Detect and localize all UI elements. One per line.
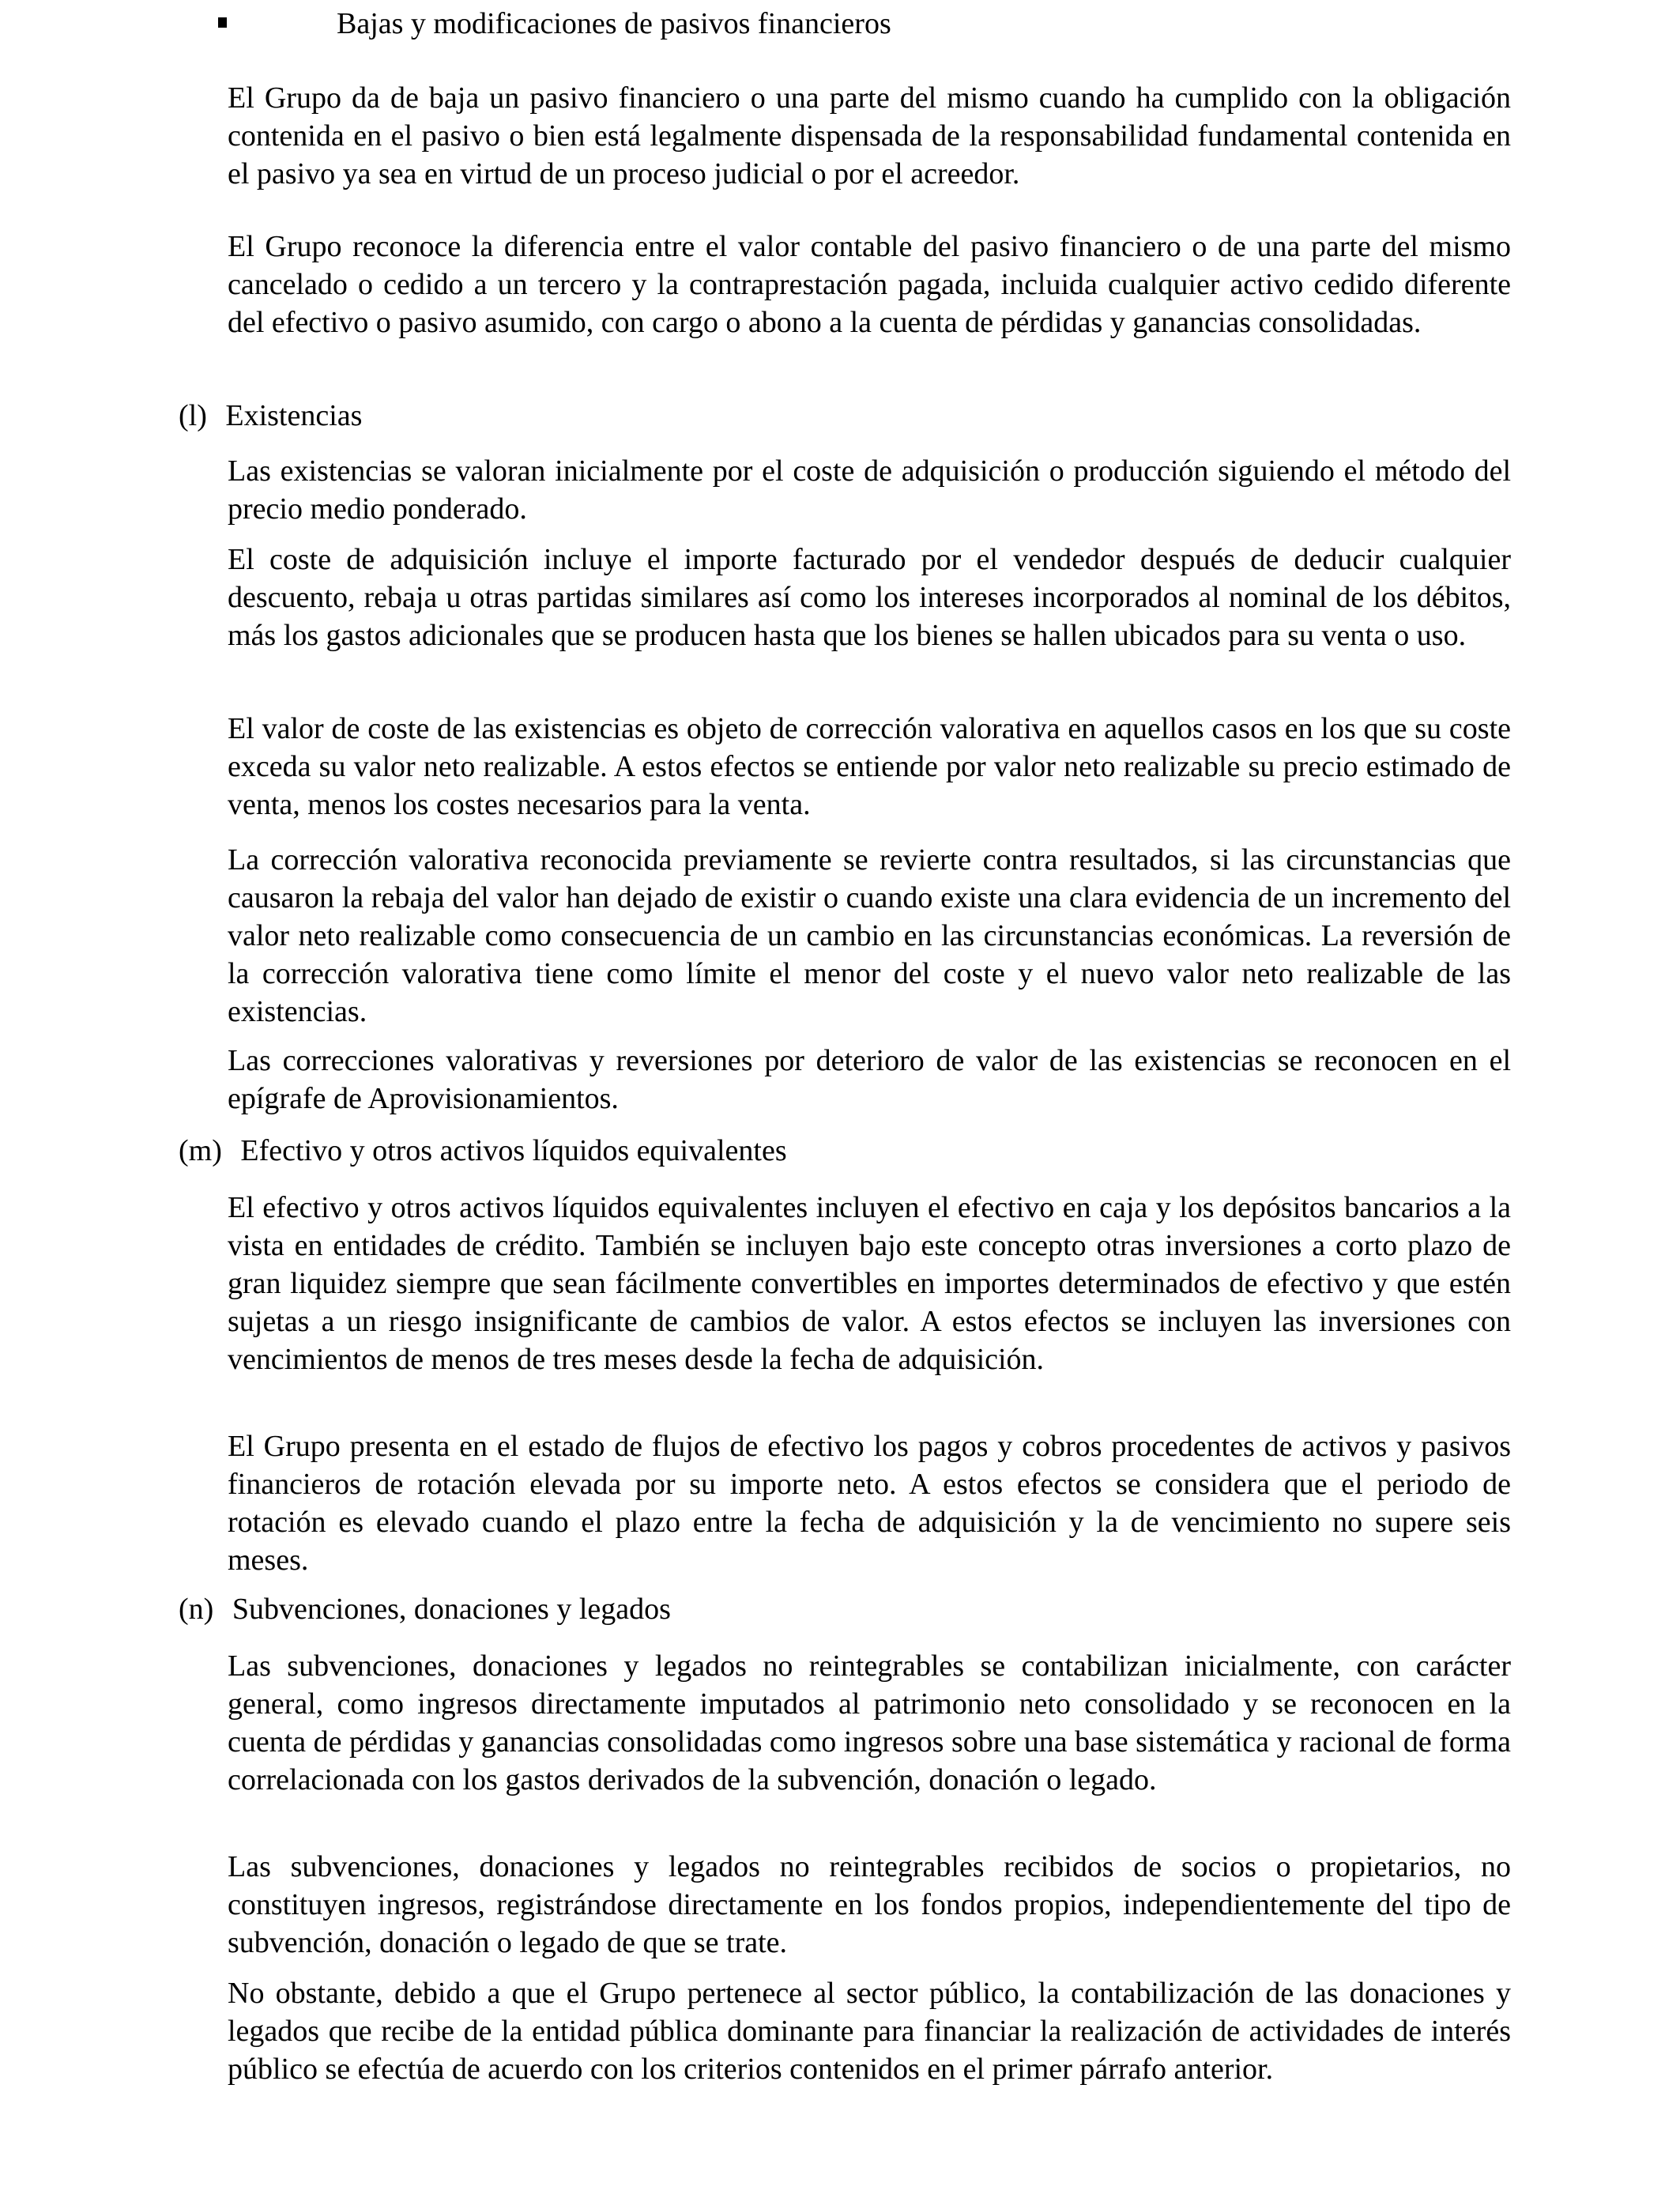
paragraph: El coste de adquisición incluye el importe facturado por el vendedor después de deducir cualquier descuento, rebaja u otras partidas similares así como los intereses incorporados al nominal de los débitos, más los gastos adicionales que se producen hasta que los bienes se hallen ubicados para su venta o uso. (228, 543, 1511, 652)
paragraph: El Grupo presenta en el estado de flujos de efectivo los pagos y cobros procedentes de activos y pasivos financieros de rotación elevada por su importe neto. A estos efectos se considera que el periodo de rotación es elevado cuando el plazo entre la fecha de adquisición y la de vencimiento no supere seis meses. (228, 1430, 1511, 1577)
paragraph: Las subvenciones, donaciones y legados no reintegrables recibidos de socios o propietarios, no constituyen ingresos, registrándose directamente en los fondos propios, independientemente del tipo de subvención, donación o legado de que se trate. (228, 1850, 1511, 1959)
section-heading-m (179, 1132, 787, 1170)
paragraph: Las existencias se valoran inicialmente por el coste de adquisición o producción siguiendo el método del precio medio ponderado. (228, 454, 1511, 526)
section-label: (m) (179, 1134, 222, 1167)
paragraph: El efectivo y otros activos líquidos equivalentes incluyen el efectivo en caja y los depósitos bancarios a la vista en entidades de crédito. También se incluyen bajo este concepto otras inversiones a corto plazo de gran liquidez siempre que sean fácilmente convertibles en importes determinados de efectivo y que estén sujetas a un riesgo insignificante de cambios de valor. A estos efectos se incluyen las inversiones con vencimientos de menos de tres meses desde la fecha de adquisición. (228, 1191, 1511, 1376)
section-title: Existencias (225, 399, 363, 432)
section-label: (l) (179, 399, 207, 432)
paragraph: Las correcciones valorativas y reversiones por deterioro de valor de las existencias se reconocen en el epígrafe de Aprovisionamientos. (228, 1044, 1511, 1115)
paragraph: El Grupo da de baja un pasivo financiero o una parte del mismo cuando ha cumplido con la obligación contenida en el pasivo o bien está legalmente dispensada de la responsabilidad fundamental contenida en el pasivo ya sea en virtud de un proceso judicial o por el acreedor. (228, 81, 1511, 190)
section-label: (n) (179, 1593, 214, 1626)
square-bullet-icon (218, 17, 227, 28)
paragraph: No obstante, debido a que el Grupo pertenece al sector público, la contabilización de las donaciones y legados que recibe de la entidad pública dominante para financiar la realización de actividades de interés público se efectúa de acuerdo con los criterios contenidos en el primer párrafo anterior. (228, 1977, 1511, 2086)
paragraph: La corrección valorativa reconocida previamente se revierte contra resultados, si las circunstancias que causaron la rebaja del valor han dejado de existir o cuando existe una clara evidencia de un incremento del valor neto realizable como consecuencia de un cambio en las circunstancias económicas. La reversión de la corrección valorativa tiene como límite el menor del coste y el nuevo valor neto realizable de las existencias. (228, 843, 1511, 1028)
paragraph: Las subvenciones, donaciones y legados no reintegrables se contabilizan inicialmente, con carácter general, como ingresos directamente imputados al patrimonio neto consolidado y se reconocen en la cuenta de pérdidas y ganancias consolidadas como ingresos sobre una base sistemática y racional de forma correlacionada con los gastos derivados de la subvención, donación o legado. (228, 1649, 1511, 1796)
section-heading-n (179, 1590, 671, 1628)
subsection-title: Bajas y modificaciones de pasivos financieros (337, 7, 891, 40)
section-title: Efectivo y otros activos líquidos equivalentes (240, 1134, 787, 1167)
paragraph: El valor de coste de las existencias es objeto de corrección valorativa en aquellos casos en los que su coste exceda su valor neto realizable. A estos efectos se entiende por valor neto realizable su precio estimado de venta, menos los costes necesarios para la venta. (228, 712, 1511, 821)
section-heading-l (179, 397, 362, 435)
paragraph: El Grupo reconoce la diferencia entre el valor contable del pasivo financiero o de una parte del mismo cancelado o cedido a un tercero y la contraprestación pagada, incluida cualquier activo cedido diferente del efectivo o pasivo asumido, con cargo o abono a la cuenta de pérdidas y ganancias consolidadas. (228, 230, 1511, 339)
section-title: Subvenciones, donaciones y legados (232, 1593, 671, 1626)
